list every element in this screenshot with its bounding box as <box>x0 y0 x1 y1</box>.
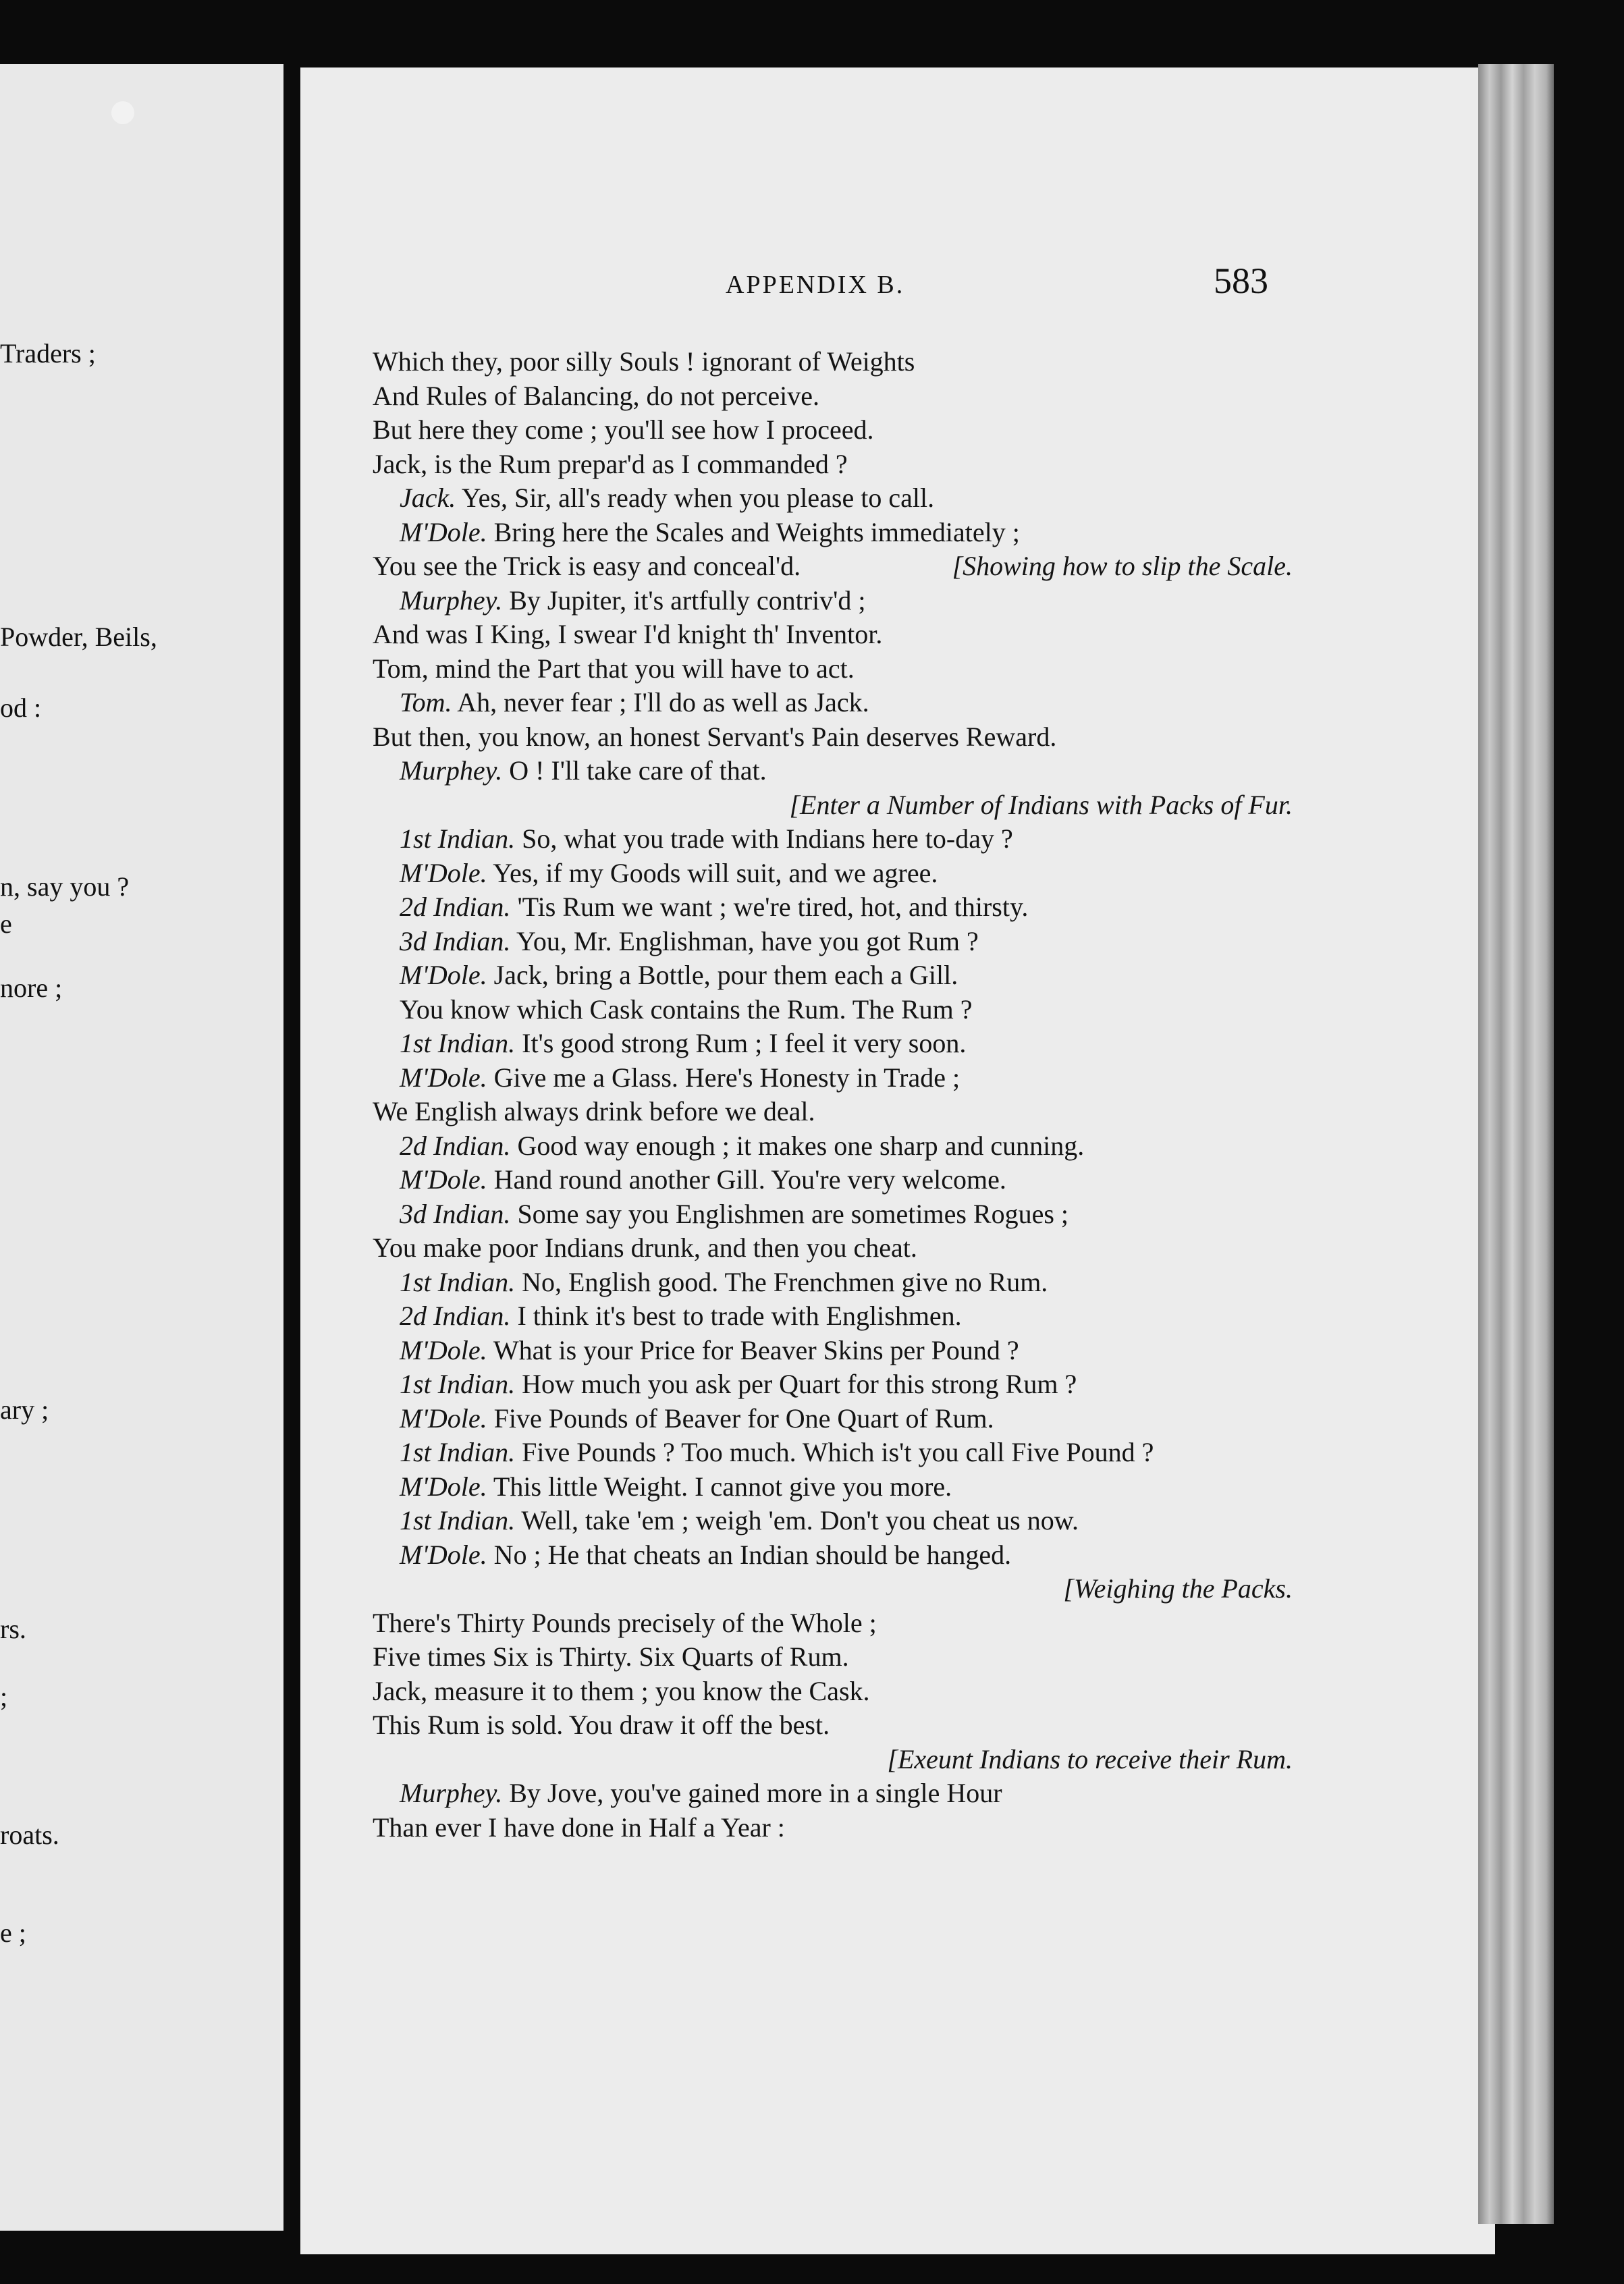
stage-direction: [Exeunt Indians to receive their Rum. <box>887 1743 1293 1774</box>
line-text: This little Weight. I cannot give you more. <box>493 1471 952 1502</box>
speaker-name: Murphey. <box>400 584 503 616</box>
line-text: Five Pounds ? Too much. Which is't you call Five Pound ? <box>522 1437 1154 1467</box>
line-text: Five times Six is Thirty. Six Quarts of Rum. <box>373 1641 849 1672</box>
text-line <box>373 617 882 652</box>
text-line <box>373 1639 849 1675</box>
text-line <box>400 1401 994 1436</box>
text-line <box>373 1230 917 1266</box>
speaker-name: 2d Indian. <box>400 1130 511 1161</box>
line-text: You, Mr. Englishman, have you got Rum ? <box>516 925 979 956</box>
line-text: By Jupiter, it's artfully contriv'd ; <box>509 584 866 616</box>
text-line <box>400 1776 1002 1811</box>
line-text: Jack, measure it to them ; you know the Cask. <box>373 1675 870 1706</box>
speaker-name: M'Dole. <box>400 516 487 547</box>
line-text: How much you ask per Quart for this strong Rum ? <box>522 1369 1077 1399</box>
running-head: APPENDIX B. <box>726 271 905 299</box>
page-number: 583 <box>1214 261 1268 301</box>
speaker-name: 3d Indian. <box>400 1198 511 1229</box>
text-line <box>400 1538 1011 1573</box>
line-text: Five Pounds of Beaver for One Quart of Rum. <box>493 1403 994 1434</box>
line-text: It's good strong Rum ; I feel it very soon. <box>522 1028 967 1058</box>
line-text: Well, take 'em ; weigh 'em. Don't you cheat us now. <box>521 1505 1079 1535</box>
text-line <box>400 583 866 618</box>
left-page-fragment: n, say you ? <box>0 871 130 902</box>
speaker-name: 2d Indian. <box>400 1301 511 1331</box>
line-text: Than ever I have done in Half a Year : <box>373 1812 785 1843</box>
left-page-fragment: e <box>0 908 12 939</box>
speaker-name: 1st Indian. <box>400 1505 516 1535</box>
text-line <box>400 821 1013 856</box>
line-text: Bring here the Scales and Weights immediately ; <box>493 516 1020 547</box>
page-edge-stack <box>1478 64 1554 2224</box>
line-text: No ; He that cheats an Indian should be hanged. <box>493 1539 1012 1570</box>
left-page-fragment: Powder, Beils, <box>0 622 157 652</box>
speaker-name: 3d Indian. <box>400 925 511 956</box>
text-line <box>400 1162 1006 1197</box>
text-line <box>400 1469 952 1504</box>
line-text: 'Tis Rum we want ; we're tired, hot, and thirsty. <box>517 892 1029 922</box>
speaker-name: M'Dole. <box>400 1539 487 1570</box>
stage-direction: [Showing how to slip the Scale. <box>952 551 1293 581</box>
text-line <box>400 992 973 1027</box>
speaker-name: 2d Indian. <box>400 892 511 922</box>
left-page-fragment: roats. <box>0 1820 59 1850</box>
text-line <box>400 1367 1077 1402</box>
text-line <box>373 651 855 686</box>
left-page-fragment: nore ; <box>0 973 63 1003</box>
line-text: But here they come ; you'll see how I proceed. <box>373 414 874 445</box>
text-line <box>400 1299 962 1334</box>
line-text: Which they, poor silly Souls ! ignorant of Weights <box>373 346 915 377</box>
text-line <box>373 1094 815 1129</box>
text-line <box>400 685 869 720</box>
speaker-name: 1st Indian. <box>400 1266 516 1297</box>
line-text: We English always drink before we deal. <box>373 1096 815 1126</box>
left-page-fragment: rs. <box>0 1614 26 1644</box>
ink-spot <box>111 101 134 124</box>
text-line <box>373 344 915 379</box>
line-text: There's Thirty Pounds precisely of the Whole ; <box>373 1607 877 1638</box>
text-line <box>373 1606 877 1641</box>
line-text: Jack, is the Rum prepar'd as I commanded ? <box>373 448 848 479</box>
text-line <box>373 1674 870 1709</box>
left-page-fragment: Traders ; <box>0 338 96 369</box>
text-line <box>400 753 767 788</box>
speaker-name: M'Dole. <box>400 1334 487 1365</box>
text-line <box>400 924 979 959</box>
text-line <box>400 958 958 993</box>
line-text: This Rum is sold. You draw it off the best. <box>373 1710 830 1740</box>
speaker-name: M'Dole. <box>400 1164 487 1195</box>
stage-direction: [Enter a Number of Indians with Packs of Fur. <box>789 789 1293 820</box>
line-text: And was I King, I swear I'd knight th' Inventor. <box>373 619 883 649</box>
text-line <box>400 1026 966 1061</box>
text-line <box>400 1333 1019 1368</box>
line-text: Yes, if my Goods will suit, and we agree. <box>493 857 938 888</box>
text-line <box>400 890 1028 925</box>
text-line <box>373 1810 785 1845</box>
line-text: But then, you know, an honest Servant's Pain deserves Reward. <box>373 721 1057 752</box>
line-text: Give me a Glass. Here's Honesty in Trade ; <box>493 1062 960 1093</box>
speaker-name: M'Dole. <box>400 960 487 990</box>
text-line <box>400 1503 1079 1538</box>
left-page-fragment: ary ; <box>0 1394 49 1425</box>
line-text: Hand round another Gill. You're very welcome. <box>493 1164 1006 1195</box>
line-text: So, what you trade with Indians here to-day ? <box>522 823 1013 854</box>
left-page-fragment: od : <box>0 692 42 723</box>
text-line <box>373 379 819 414</box>
text-line <box>373 549 801 584</box>
line-text: You see the Trick is easy and conceal'd. <box>373 551 801 581</box>
text-line <box>373 1708 830 1743</box>
speaker-name: M'Dole. <box>400 857 487 888</box>
speaker-name: Jack. <box>400 483 456 513</box>
stage-direction: [Weighing the Packs. <box>1063 1573 1293 1604</box>
line-text: By Jove, you've gained more in a single Hour <box>509 1778 1002 1808</box>
line-text: You know which Cask contains the Rum. The Rum ? <box>400 994 973 1025</box>
line-text: Good way enough ; it makes one sharp and cunning. <box>517 1130 1085 1161</box>
text-line <box>373 412 874 447</box>
line-text: O ! I'll take care of that. <box>509 755 767 786</box>
line-text: Yes, Sir, all's ready when you please to call. <box>461 483 935 513</box>
text-line <box>373 719 1056 755</box>
left-page-fragment: ; <box>0 1681 8 1712</box>
line-text: You make poor Indians drunk, and then you cheat. <box>373 1232 917 1263</box>
line-text: And Rules of Balancing, do not perceive. <box>373 380 820 411</box>
speaker-name: Murphey. <box>400 1778 503 1808</box>
text-line <box>400 515 1020 550</box>
text-line <box>400 1435 1154 1470</box>
text-line <box>400 481 934 516</box>
speaker-name: M'Dole. <box>400 1062 487 1093</box>
line-text: Tom, mind the Part that you will have to act. <box>373 653 855 684</box>
text-line <box>373 447 848 482</box>
speaker-name: M'Dole. <box>400 1471 487 1502</box>
text-line <box>400 1129 1084 1164</box>
speaker-name: Tom. <box>400 687 452 717</box>
left-facing-page <box>0 64 283 2231</box>
line-text: Ah, never fear ; I'll do as well as Jack. <box>457 687 869 717</box>
speaker-name: M'Dole. <box>400 1403 487 1434</box>
line-text: No, English good. The Frenchmen give no Rum. <box>522 1266 1048 1297</box>
text-line <box>400 1265 1048 1300</box>
text-line <box>400 1197 1068 1232</box>
speaker-name: 1st Indian. <box>400 823 516 854</box>
speaker-name: 1st Indian. <box>400 1369 516 1399</box>
speaker-name: 1st Indian. <box>400 1437 516 1467</box>
line-text: I think it's best to trade with Englishmen. <box>517 1301 962 1331</box>
speaker-name: 1st Indian. <box>400 1028 516 1058</box>
left-page-fragment: e ; <box>0 1918 26 1948</box>
speaker-name: Murphey. <box>400 755 503 786</box>
line-text: What is your Price for Beaver Skins per Pound ? <box>493 1334 1019 1365</box>
line-text: Some say you Englishmen are sometimes Rogues ; <box>517 1198 1068 1229</box>
line-text: Jack, bring a Bottle, pour them each a Gill. <box>493 960 958 990</box>
text-line <box>400 856 938 891</box>
text-line <box>400 1060 960 1095</box>
